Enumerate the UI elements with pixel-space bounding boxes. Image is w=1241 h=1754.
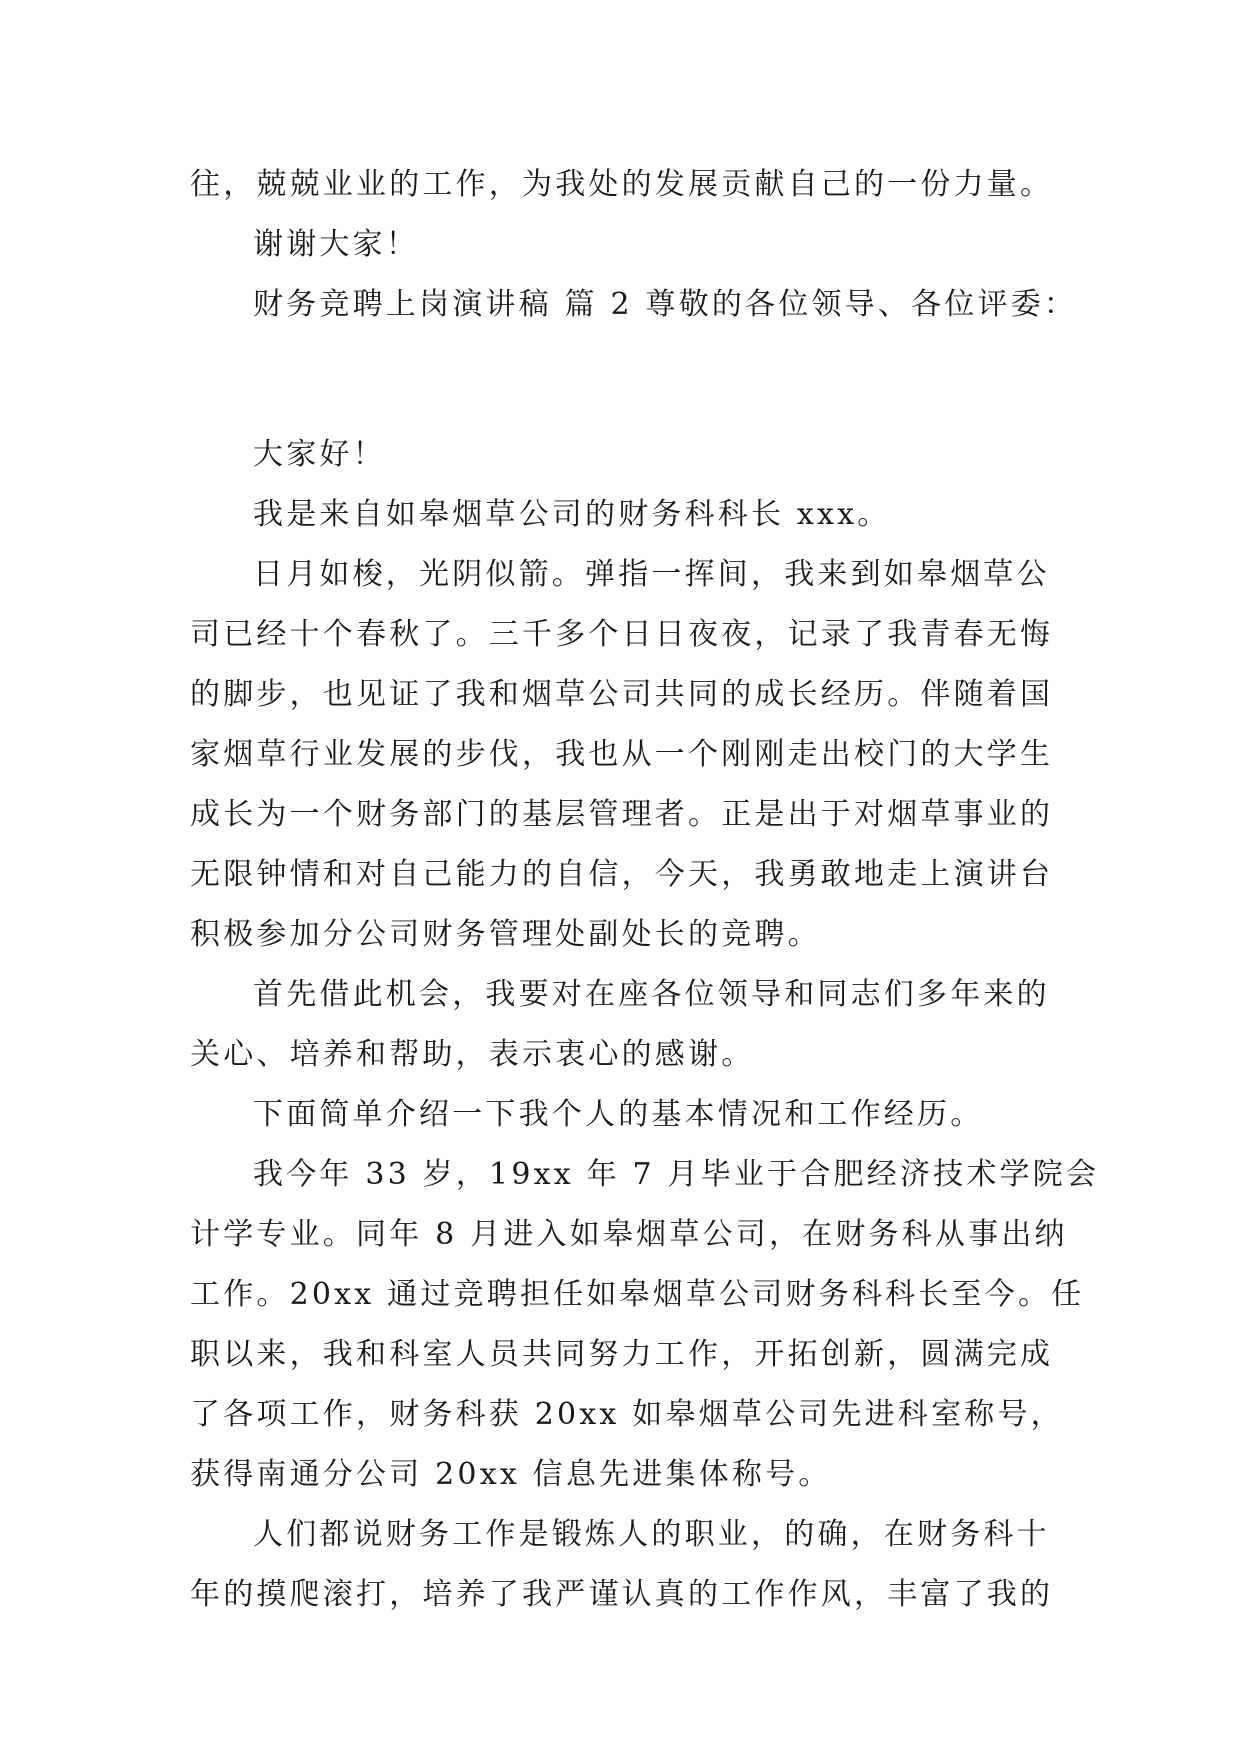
text-line: 职以来，我和科室人员共同努力工作，开拓创新，圆满完成 [190,1337,1054,1372]
paragraph-start-line: 日月如梭，光阴似箭。弹指一挥间，我来到如皋烟草公 [253,557,1050,592]
text-line: 无限钟情和对自己能力的自信，今天，我勇敢地走上演讲台 [190,857,1054,892]
text-line: 往，兢兢业业的工作，为我处的发展贡献自己的一份力量。 [190,167,1054,202]
paragraph-start-line: 下面简单介绍一下我个人的基本情况和工作经历。 [253,1097,984,1132]
blank-spacer [190,335,1070,425]
document-body [190,155,1100,1625]
text-line: 司已经十个春秋了。三千多个日日夜夜，记录了我青春无悔 [190,617,1054,652]
text-line: 计学专业。同年 8 月进入如皋烟草公司，在财务科从事出纳 [190,1217,1068,1252]
text-line: 谢谢大家！ [253,227,419,262]
paragraph-start-line: 人们都说财务工作是锻炼人的职业，的确，在财务科十 [253,1517,1050,1552]
text-line: 了各项工作，财务科获 20xx 如皋烟草公司先进科室称号， [190,1397,1064,1432]
text-line: 获得南通分公司 20xx 信息先进集体称号。 [190,1457,832,1492]
text-line: 关心、培养和帮助，表示衷心的感谢。 [190,1037,755,1072]
greeting-line: 大家好！ [253,437,386,472]
text-line: 我是来自如皋烟草公司的财务科科长 xxx。 [253,497,891,532]
text-line: 的脚步，也见证了我和烟草公司共同的成长经历。伴随着国 [190,677,1054,712]
paragraph-start-line: 首先借此机会，我要对在座各位领导和同志们多年来的 [253,977,1050,1012]
text-line: 工作。20xx 通过竞聘担任如皋烟草公司财务科科长至今。任 [190,1277,1085,1312]
text-line: 家烟草行业发展的步伐，我也从一个刚刚走出校门的大学生 [190,737,1054,772]
text-line: 积极参加分公司财务管理处副处长的竞聘。 [190,917,821,952]
section-heading-line: 财务竞聘上岗演讲稿 篇 2 尊敬的各位领导、各位评委： [253,287,1078,322]
text-line: 年的摸爬滚打，培养了我严谨认真的工作作风，丰富了我的 [190,1577,1054,1612]
paragraph-start-line: 我今年 33 岁，19xx 年 7 月毕业于合肥经济技术学院会 [253,1157,1100,1192]
text-line: 成长为一个财务部门的基层管理者。正是出于对烟草事业的 [190,797,1054,832]
